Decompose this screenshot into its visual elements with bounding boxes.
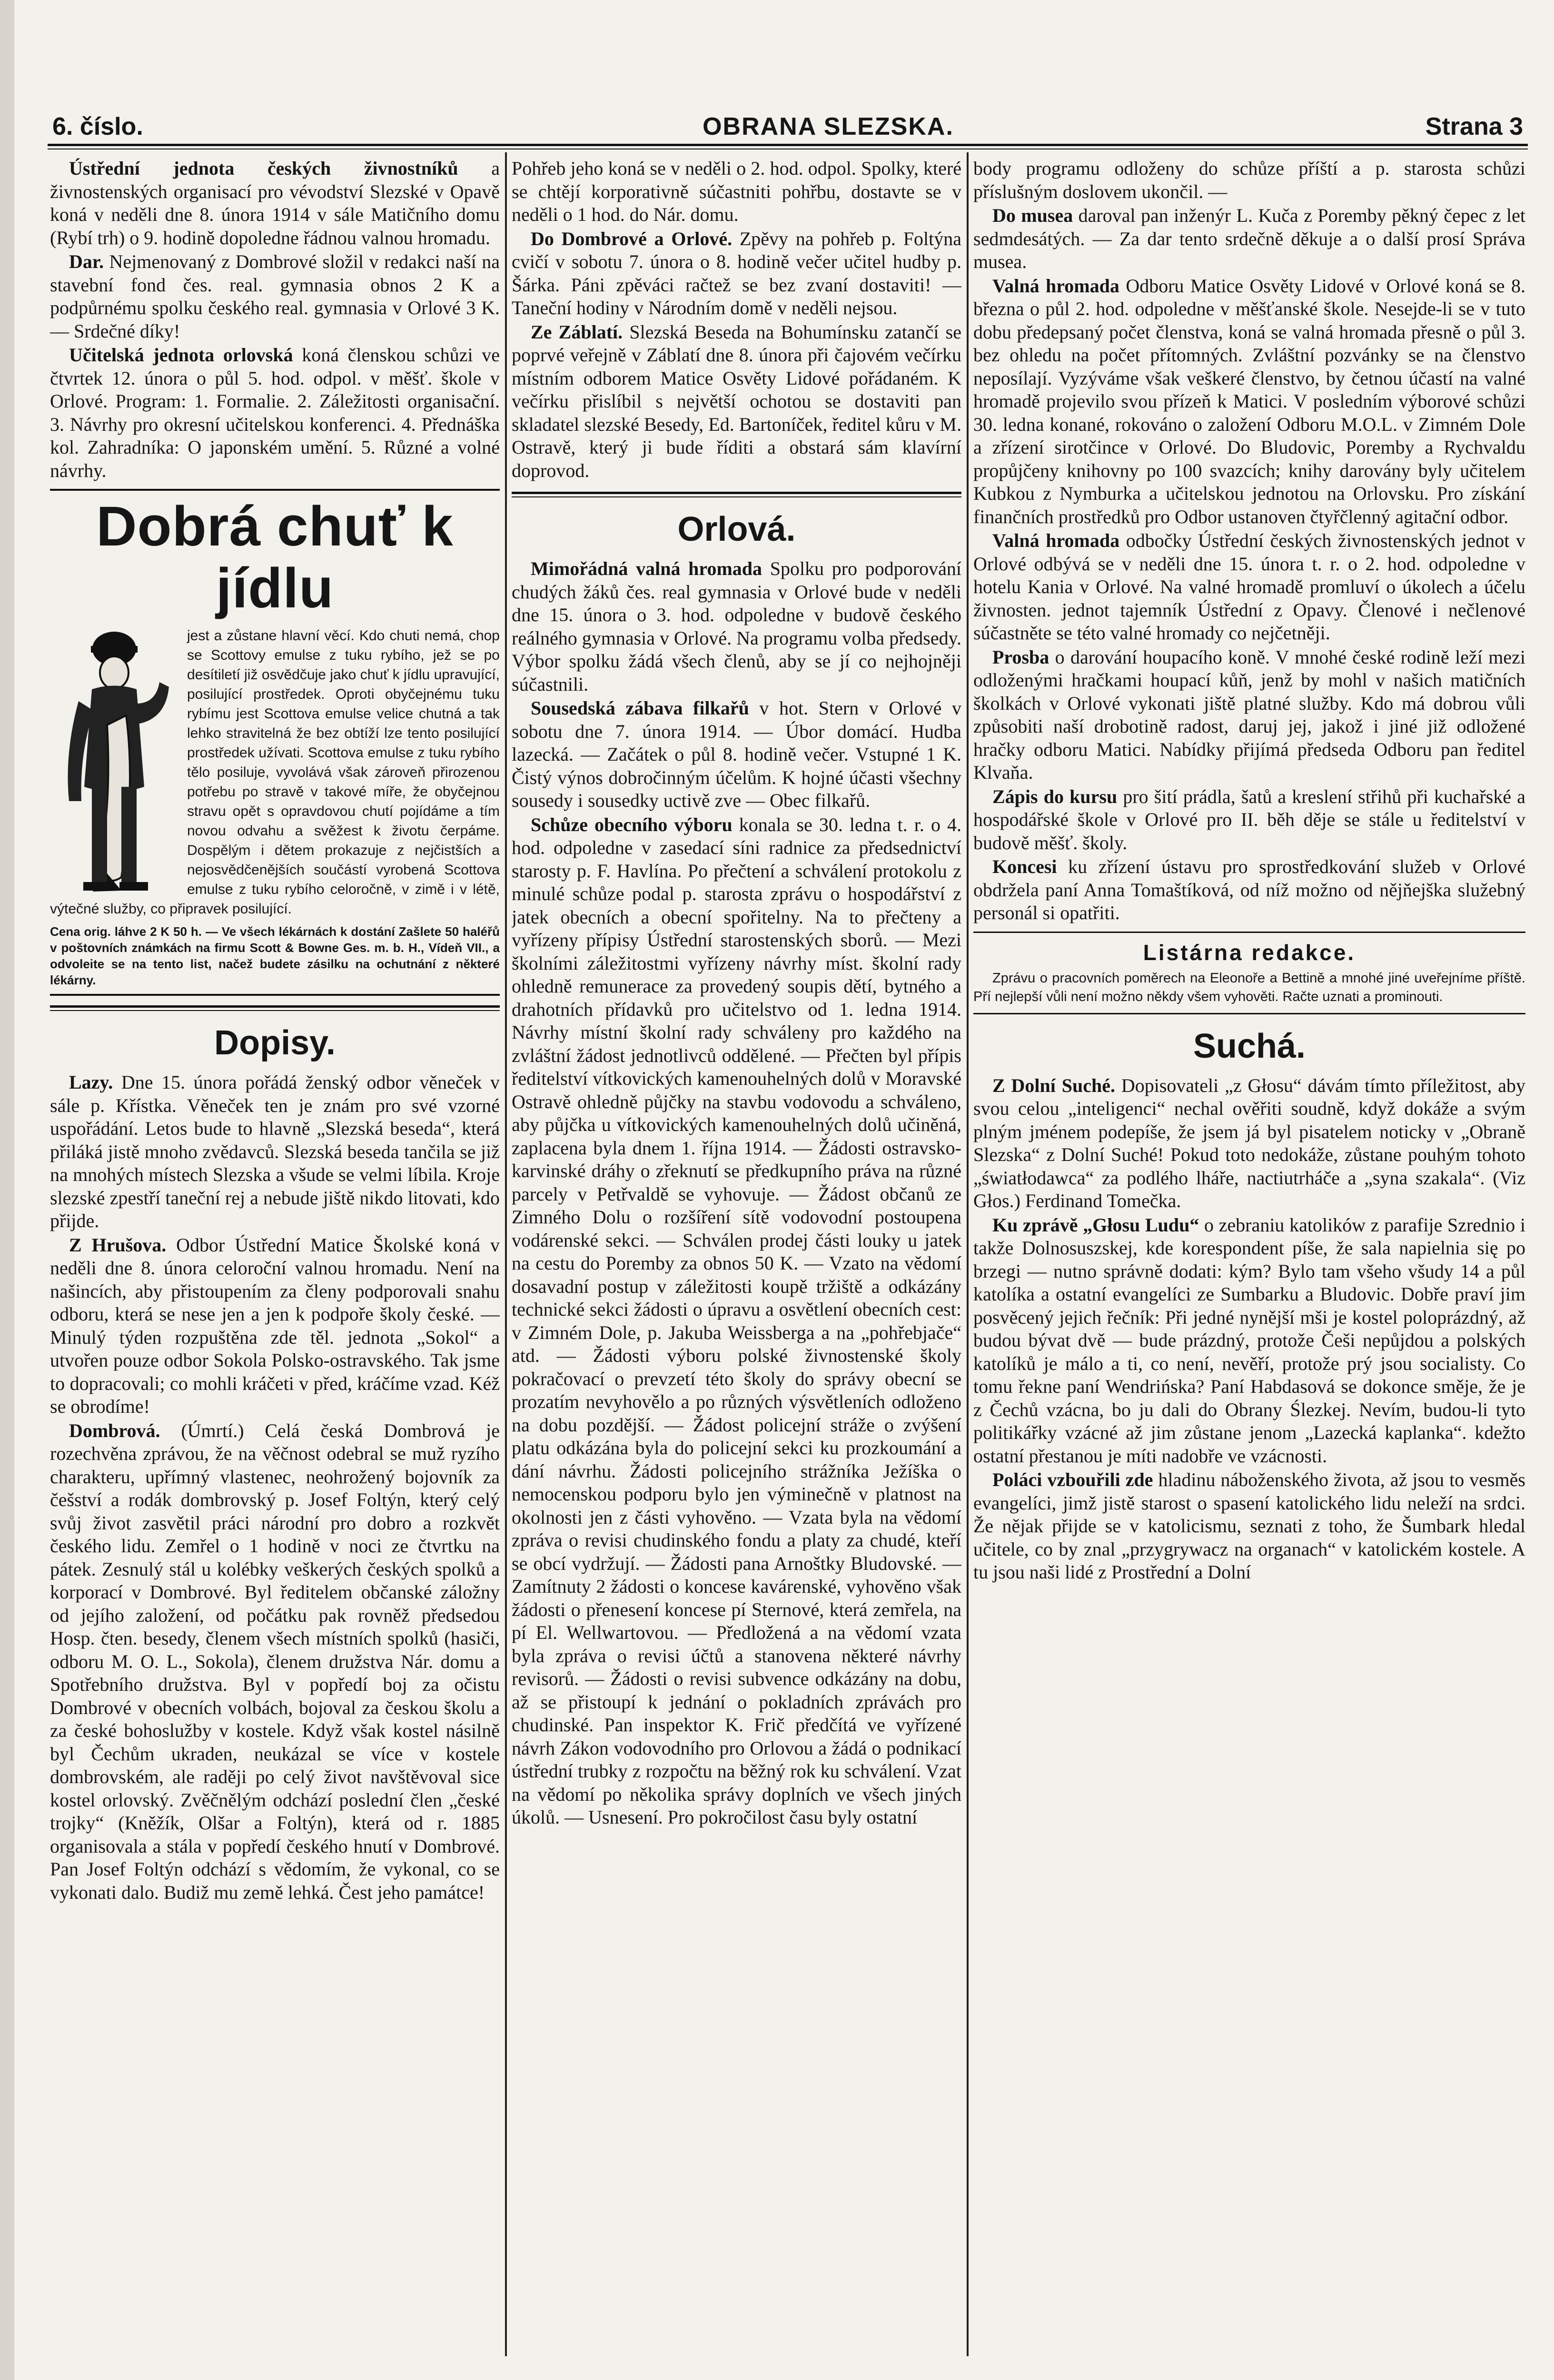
article-ze-zablati [512, 321, 961, 483]
article-lead: Sousedská zábava filkařů [531, 697, 749, 719]
article-text: v hot. Stern v Orlové v sobotu dne 7. února 1914. — Úbor domácí. Hudba lazecká. — Začátek o půl 8. hodině večer. Vstupné 1 K. Čistý výnos dobročinným účelům. K hojné účasti všechny sousedy i sousedky uctivě zve — Obec filkařů. [512, 697, 961, 811]
article-lead: Z Hrušova. [69, 1234, 167, 1256]
section-title-orlova: Orlová. [677, 510, 796, 548]
article-text: pro šití prádla, šatů a kreslení střihů při kuchařské a hospodářské škole v Orlové pro II. běh děje se stále u ředitelství v budově měšť. školy. [973, 785, 1525, 853]
article-hrusov [50, 1234, 500, 1418]
article-valna-hromada-zivnost [973, 529, 1525, 645]
article-z-dolni-suche [973, 1074, 1525, 1213]
column-1 [50, 157, 500, 2347]
listarna-text: Zprávu o pracovních poměrech na Eleonoře a Bettině a mnohé jiné uveřejníme příště. Pří nejlepší vůli není možno někdy všem vyhověti. Račte uznati a prominouti. [973, 970, 1525, 1004]
page-header [52, 109, 1523, 147]
ad-headline: Dobrá chuť k jídlu [96, 495, 454, 620]
column-divider-2 [967, 152, 969, 2356]
article-do-musea [973, 204, 1525, 274]
article-lead: Ku zprávě „Głosu Ludu“ [992, 1214, 1199, 1236]
article-mimoradna-hromada [512, 557, 961, 696]
issue-number: 6. číslo. [52, 113, 143, 140]
article-lead: Mimořádná valná hromada [531, 558, 762, 579]
article-lead: Učitelská jednota orlovská [69, 344, 293, 366]
article-valna-hromada-mol [973, 275, 1525, 529]
article-do-dombrove [512, 228, 961, 320]
article-text: Odboru Matice Osvěty Lidové v Orlové koná se 8. března o půl 2. hod. odpoledne v měšťanské škole. Nesejde-li se v tuto dobu předepsaný počet členstva, koná se valná hromada přesně o půl 3. bez ohledu na počet přítomných. Zvláštní pozvánky se na členstvo neposílají. Vyzýváme však veškeré členstvo, by četnou účastí na valné hromadě projevilo svou přízeň k Matici. V posledním výborové schůzi 30. ledna konané, rokováno o založení Odboru M.O.L. v Zimném Dole a zřízení sirotčince v Orlové. Do Bludovic, Poremby a Rychvaldu propůjčeny knihovny po 100 svazcích; knihy darovány byly učitelem Kubkou z Nymburka a učitelskou jednotou na Orlovsku. Pro získání finančních prostředků pro Odbor ustanoven čtyřčlenný agitační odbor. [973, 275, 1525, 527]
article-text: Pohřeb jeho koná se v neděli o 2. hod. odpol. Spolky, které se chtějí korporativně súčastniti pohřbu, dostavte se v neděli o 1 hod. do Nár. domu. [512, 158, 961, 225]
section-title-dopisy: Dopisy. [214, 1024, 336, 1062]
article-sousedska-zabava [512, 697, 961, 813]
article-polaci-vzbourili [973, 1468, 1525, 1584]
page-number: Strana 3 [1425, 113, 1523, 140]
article-koncese [973, 855, 1525, 925]
article-prosba [973, 646, 1525, 784]
article-lead: Do Dombrové a Orlové. [531, 228, 732, 249]
fisherman-with-fish-icon [50, 630, 178, 896]
article-text: Dopisovateli „z Głosu“ dávám tímto příležitost, aby svou celou „inteligenci“ nechal ověřiti soudně, když dokáže a svým plným jménem podepíše, že jsem já byl pisatelem noticky v „Obraně Slezska“ z Dolní Suché! Pokud toto nedokáže, zůstane pouhým tohoto „światłodawca“ za podlého lháře, nactiutrháče a „syna szakala“. (Viz Głos.) Ferdinand Tomečka. [973, 1074, 1525, 1211]
article-text: daroval pan inženýr L. Kuča z Poremby pěkný čepec z let sedmdesátých. — Za dar tento srdečně děkuje a o další prosí Správa musea. [973, 205, 1525, 272]
article-lead: Valná hromada [992, 275, 1119, 297]
article-text: odbočky Ústřední českých živnostenských jednot v Orlové odbývá se v neděli dne 15. února t. r. o 2. hod. odpoledne v hotelu Kania v Orlové. Na valné hromadě promluví o úkolech a účelu živnosten. jednot tajemník Ústřední z Opavy. Členové i nečlenové súčastněte se této valné hromady co nejčetněji. [973, 530, 1525, 644]
article-lead: Valná hromada [992, 530, 1120, 551]
ad-body [50, 626, 500, 919]
article-lead: Koncesi [992, 856, 1057, 877]
article-text: Odbor Ústřední Matice Školské koná v neděli dne 8. února celoroční valnou hromadu. Není na našincích, aby přistoupením za členy podporovali snahu odboru, která se nese jen a jen k podpoře školy české. — Minulý týden rozpuštěna zde těl. jednota „Sokol“ a utvořen pouze odbor Sokola Polsko-ostravského. Tak jsme to dopracovali; co mohli kráčeti v před, kráčíme vzad. Kéž se obrodíme! [50, 1234, 500, 1417]
newspaper-title: OBRANA SLEZSKA. [703, 113, 954, 140]
article-lead: Lazy. [69, 1071, 113, 1093]
scott-emulsion-advertisement [50, 489, 500, 996]
article-pohreb [512, 157, 961, 227]
column-2 [512, 157, 961, 2347]
column-3 [973, 157, 1525, 2347]
article-lead: Zápis do kursu [992, 785, 1118, 807]
article-zapis-kursu [973, 785, 1525, 855]
article-text: Dne 15. února pořádá ženský odbor věneček v sále p. Křístka. Věneček ten je znám pro své vzorné uspořádání. Letos bude to hlavně „Slezská beseda“, která přiláká jistě mnoho zvědavců. Slezská beseda tančila se již na mnohých místech Slezska a všude se velmi líbila. Kroje slezské zpestří taneční rej a nebude jiště nikdo litovati, kdo přijde. [50, 1071, 500, 1231]
article-text: o darování houpacího koně. V mnohé české rodině leží mezi odloženými hračkami houpací kůň, jenž by mohl v našich matičních školkách v Orlové vykonati jiště platné služby. Kdo má dobrou vůli způsobiti naší drobotině radost, daruj jej, jakož i jiné již odložené hračky odboru Matici. Nabídky přijímá předseda Odboru pan ředitel Klvaňa. [973, 646, 1525, 783]
section-title-listarna: Listárna redakce. [1143, 940, 1356, 965]
article-lead: Dar. [69, 251, 104, 272]
section-rule [50, 1005, 500, 1011]
article-schuze-vyboru [512, 813, 961, 1829]
page-edge-shadow [0, 0, 14, 2380]
article-text: body programu odloženy do schůze příští a p. starosta schůzi příslušným doslovem ukončil. — [973, 158, 1525, 202]
article-lead: Do musea [992, 205, 1073, 226]
article-lead: Prosba [992, 646, 1049, 668]
article-lead: Poláci vzbouřili zde [992, 1469, 1153, 1490]
article-ucitelska-jednota [50, 344, 500, 482]
article-lead: Schůze obecního výboru [531, 813, 732, 835]
section-rule [973, 932, 1525, 933]
article-text: Zpěvy na pohřeb p. Foltýna cvičí v sobotu 7. února o 8. hodině večer učitel hudby p. Šárka. Páni zpěváci račtež se bez zvaní dostaviti! — Taneční hodiny v Národním domě v neděli nejsou. [512, 228, 961, 318]
article-lead: Z Dolní Suché. [992, 1074, 1115, 1096]
article-lead: Ústřední jednota českých živnostníků [69, 158, 458, 179]
column-divider-1 [505, 152, 507, 2356]
article-text: konala se 30. ledna t. r. o 4. hod. odpoledne v zasedací síni radnice za předsednictví starosty p. F. Havlína. Po přečtení a schválení protokolu z minulé schůze podal p. starosta zprávu o hospodářství z jatek obecních a obecní spořitelny. Na to přečteny a vyřízeny přípisy Ústřední starostenských sborů. — Mezi školními záležitostmi vyřízeny návrhy míst. školní rady ohledně remunerace za provedený soupis dětí, bytného a drahotních přídavků pro učitelstvo od 1. ledna 1914. Návrhy místní školní rady schváleny pro každého na zvláštní žádost jednotlivců oddělené. — Přečten byl přípis ředitelství vítkovických kamenouhelných dolů v Moravské Ostravě ohledně půjčky na stavbu vodovodu a schváleno, aby půjčka u vítkovických kamenouhelných dolů učiněná, zaplacena byla dnem 1. října 1914. — Žádosti ostravsko-karvinské dráhy o zřeknutí se předkupního práva na různé parcely v Petřvaldě se vyhovuje. — Žádost občanů ze Zimného Dolu o rozšíření sítě vodovodní postoupena vodárenské sekci. — Schválen prodej části louky u jatek na cestu do Poremby za obnos 50 K. — Vzato na vědomí dosavadní postup v záležitosti koupě tržiště a odkázány technické sekci žádosti o úpravu a osvětlení obecních cest: v Zimném Dole, p. Jakuba Weissberga a na „pohřebjače“ atd. — Žádosti výboru polské živnostenské školy pokračovací o prevzetí této školy do správy obecní se prozatím nevyhovělo a po různých výsvětleních odloženo na dobu pozdější. — Žádost policejní stráže o zvýšení platu odkázána byla do policejní sekci ku prozkoumání a dání návrhu. Žádosti policejního strážníka Ježíška o nemocenskou podporu bylo jen výminečně v platnost na okolnosti jen z části vyhověno. — Vzata byla na vědomí zpráva o revisi chudinského fondu a platy za chudé, kteří se obcí vydržují. — Žádosti pana Arnoštky Bludovské. — Zamítnuty 2 žádosti o koncese kavárenské, vyhověno však žádosti o přenesení koncese pí Sternové, která zemřela, na pí El. Wellwartovou. — Předložená a na vědomí vzata byla zpráva o revisi účtů a stanovena některé návrhy revisorů. — Žádosti o revisi subvence odkázány na dobu, až se přistoupí k jednání o pokladních zprávách pro chudinské. Pan inspektor K. Frič předčítá ve vyřízené návrh Zákon vodovodního pro Orlovou a žádá o podnikací ústřední trubky z rozpočtu na běžný rok ku schválení. Vzat na vědomí po několika správy doplních ve všech jiných úkolů. — Usnesení. Pro pokročilost času byly ostatní [512, 813, 961, 1828]
article-lazy [50, 1071, 500, 1233]
article-text: Nejmenovaný z Dombrové složil v redakci naší na stavební fond čes. real. gymnasia obnos 2 K a podpůrnému spolku českého real. gymnasia v Orlové 3 K. — Srdečné díky! [50, 251, 500, 342]
article-body-continued [973, 157, 1525, 203]
ad-price-note: Cena orig. láhve 2 K 50 h. — Ve všech lékárnách k dostání Zašlete 50 haléřů v poštovních známkách na firmu Scott & Bowne Ges. m. b. H., Vídeň VII., a odvoleite se na tento list, načež budete zásilku na ochutnání z některé lékárny. [50, 924, 500, 987]
article-ustredni-jednota [50, 157, 500, 249]
header-rule [48, 144, 1528, 146]
article-text: ku zřízení ústavu pro sprostředkování služeb v Orlové obdržela paní Anna Tomaštíková, od níž možno od nějňejška služebný personál si opatřiti. [973, 856, 1525, 923]
article-text: Spolku pro podporování chudých žáků čes. real gymnasia v Orlové bude v neděli dne 15. února o 3. hod. odpoledne v budově českého reálného gymnasia v Orlové. Na programu volba předsedy. Výbor spolku žádá všech členů, aby se jí co nejhojněji súčastnili. [512, 558, 961, 695]
article-text: hladinu náboženského života, až jsou to vesměs evangelíci, jimž jistě starost o spasení katolického lidu neleží na srdci. Že nějak přijde se v katolicismu, seznati z toho, že Šumbark hledal učitele, co by znal „przygrywacz na organach“ v katolickém kostele. A tu jsou naši lidé z Prostřední a Dolní [973, 1469, 1525, 1583]
article-lead: Ze Záblatí. [531, 321, 623, 343]
article-text: o zebraniu katolików z parafije Szrednio i takže Dolnosuszskej, kde korespondent píše, že sala napielnia się po brzegi — nutno správně dodati: kým? Bylo tam všeho všudy 14 a půl katolíka a ostatní evangelíci ze Sumbarku a Bludovic. Dobře praví jim posvěcený jejich řečník: Při jedné nynější mši je kostel poloprázdný, až budou bývat dvě — bude prázdný, protože Češi nepůjdou a polských katolíků je málo a ti, co není, nevěří, protože prý jsou socialisty. Co tomu řekne paní Wendrińska? Paní Habdasová se dokonce směje, že je z Čechů vzácna, bo ju dali do Obrany Ślezkej. Nevím, budou-li tyto politikářky vzácné až jim zůstane jenom „Lazecká kaplanka“. kdežto ostatní přestanou je míti nadobře ve vzácnosti. [973, 1214, 1525, 1467]
article-lead: Dombrová. [69, 1419, 160, 1441]
section-rule [512, 492, 961, 497]
article-text: koná členskou schůzi ve čtvrtek 12. února o půl 5. hod. odpol. v měšť. škole v Orlové. Program: 1. Formalie. 2. Záležitosti organisační. 3. Návrhy pro okresní učitelskou konferenci. 4. Přednáška kol. Zahradníka: O japonském umění. 5. Různé a volné návrhy. [50, 344, 500, 481]
ad-text: jest a zůstane hlavní věcí. Kdo chuti nemá, chop se Scottovy emulse z tuku rybího, jež se po desítiletí již osvědčuje jako chuť k jídlu upravující, posilující prostředek. Oproti obyčejnému tuku rybímu jest Scottova emulse velice chutná a tak lehko stravitelná že bez obtíží lze tento posilující prostředek užívati. Scottova emulse z tuku rybího tělo posiluje, vyvolává však zároveň přirozenou potřebu po stravě v takové míře, že obyčejnou stravu opět s opravdovou chutí pojídáme a tím novou odvahu a svěžest k životu čerpáme. Dospělým i dětem prokazuje z nejčistších a nejosvědčenějších součástí vyrobená Scottova emulse z tuku rybího celoročně, v zimě i v létě, výtečné služby, co připravek posilující. [50, 628, 500, 917]
section-rule [973, 1013, 1525, 1014]
section-title-sucha: Suchá. [1193, 1027, 1306, 1065]
article-ku-zprave-glosu [973, 1214, 1525, 1468]
article-text: Slezská Beseda na Bohumínsku zatančí se poprvé veřejně v Záblatí dne 8. února při čajovém večírku místním odborem Matice Osvěty Lidové pořádaném. K večírku přislíbil s největší ochotou se dostaviti pan skladatel slezské Besedy, Ed. Bartoníček, ředitel kůru v M. Ostravě, který ji bude říditi a obstará sám klavírní doprovod. [512, 321, 961, 481]
article-text: a živnostenských organisací pro vévodství Slezské v Opavě koná v neděli dne 8. února 1914 v sále Matičního domu (Rybí trh) o 9. hodině dopoledne řádnou valnou hromadu. [50, 158, 500, 248]
article-text: (Úmrtí.) Celá česká Dombrová je rozechvěna zprávou, že na věčnost odebral se muž ryzího charakteru, upřímný vlastenec, neohrožený bojovník za češství a rodák dombrovský p. Josef Foltýn, který celý svůj život zasvětil práci národní pro dobro a rozkvět českého lidu. Zemřel o 1 hodině v noci ze čtvrtku na pátek. Zesnulý stál u kolébky veškerých českých spolků a korporací v Dombrové. Byl ředitelem občanské záložny od jejího založení, od počátku pak rovněž předsedou Hosp. čten. besedy, členem všech místních spolků (hasiči, odboru M. O. L., Sokola), členem družstva Nár. domu a Spotřebního družstva. Byl v popředí boj za očistu Dombrové v obecních volbách, bojoval za českou školu a za české bohoslužby v kostele. Když však kostel násilně byl Čechům ukraden, neukázal se více v kostele dombrovském, ale raději po celý život navštěvoval sice kostel orlovský. Zvěčnělým odchází poslední člen „české trojky“ (Kněžík, Olšar a Foltýn), která od r. 1885 organisovala a stála v popředí českého hnutí v Dombrové. Pan Josef Foltýn odchází s vědomím, že vykonal, co se vykonati dalo. Budiž mu země lehká. Čest jeho památce! [50, 1419, 500, 1903]
article-dombrova-umrti [50, 1419, 500, 1904]
article-dar [50, 250, 500, 343]
